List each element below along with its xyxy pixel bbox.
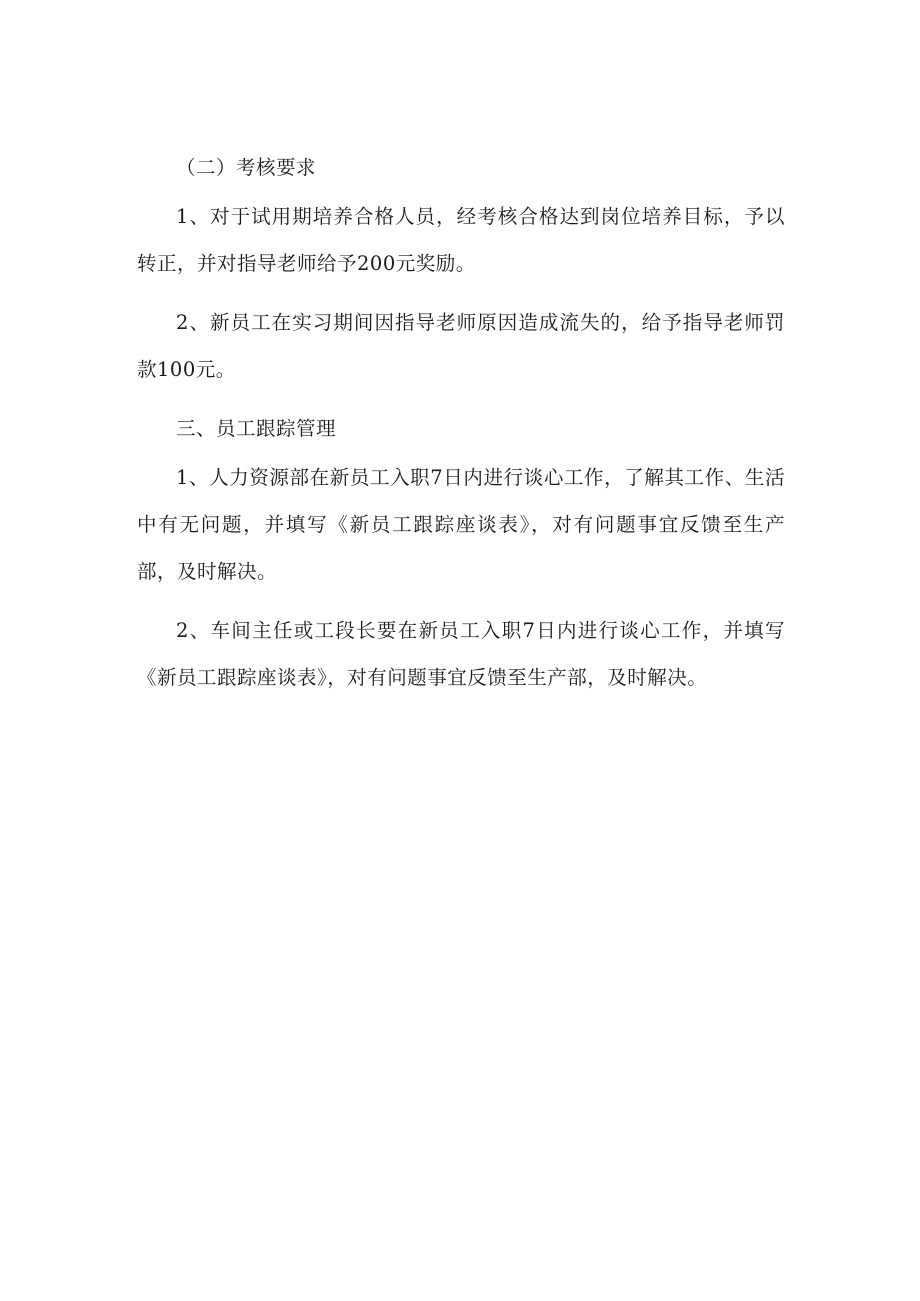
paragraph-tracking-item-1: 1、人力资源部在新员工入职7日内进行谈心工作，了解其工作、生活中有无问题，并填写《新员工跟踪座谈表》，对有问题事宜反馈至生产部，及时解决。 (137, 466, 785, 583)
paragraph-exam-item-1: 1、对于试用期培养合格人员，经考核合格达到岗位培养目标，予以转正，并对指导老师给予200元奖励。 (137, 205, 785, 275)
section-heading-exam-requirements: （二）考核要求 (176, 156, 317, 179)
paragraph-exam-item-2: 2、新员工在实习期间因指导老师原因造成流失的，给予指导老师罚款100元。 (137, 311, 785, 381)
document-body (137, 144, 785, 713)
paragraph-tracking-item-2: 2、车间主任或工段长要在新员工入职7日内进行谈心工作，并填写《新员工跟踪座谈表》，对有问题事宜反馈至生产部，及时解决。 (137, 619, 785, 689)
section-heading-employee-tracking: 三、员工跟踪管理 (176, 417, 337, 440)
